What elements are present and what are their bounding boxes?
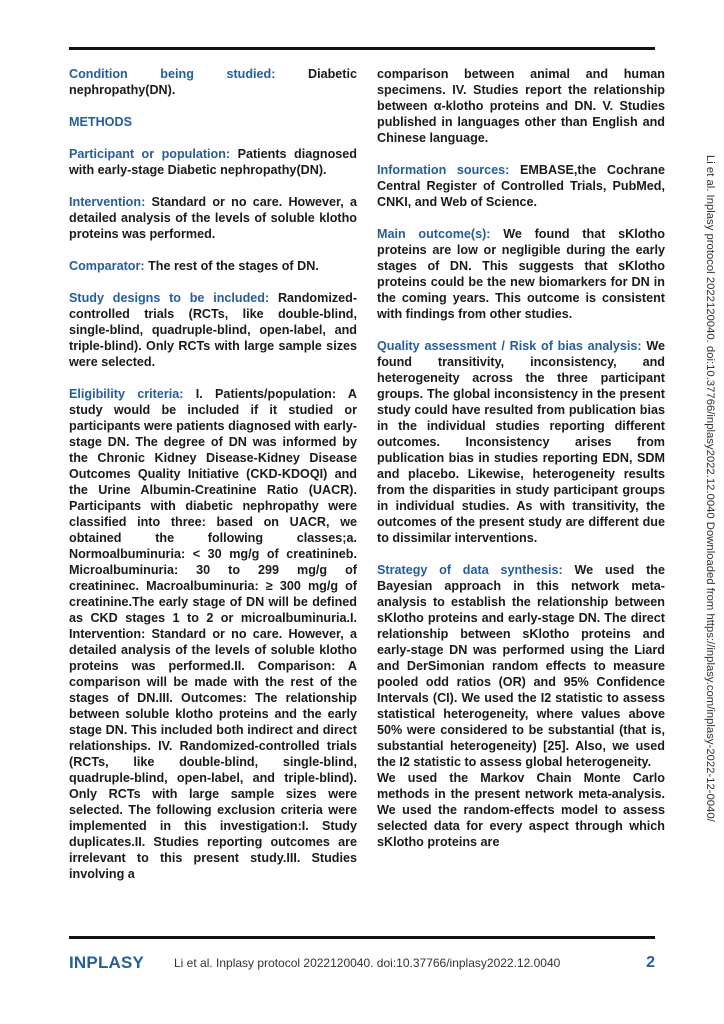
information-sources-text: EMBASE,the Cochrane Central Register of Controlled Trials, PubMed, CNKI, and Web of Science. (377, 163, 665, 209)
study-designs-label: Study designs to be included: (69, 291, 270, 305)
main-outcomes-label: Main outcome(s): (377, 227, 491, 241)
data-synthesis-continuation: We used the Markov Chain Monte Carlo methods in the present network meta-analysis. We used the random-effects model to assess selected data for every aspect through which sKlotho proteins are (377, 771, 665, 849)
footer-citation: Li et al. Inplasy protocol 2022120040. doi:10.37766/inplasy2022.12.0040 (174, 956, 561, 970)
eligibility-text: I. Patients/population: A study would be included if it studied or participants were patients diagnosed with early-stage DN. The degree of DN was informed by the Chronic Kidney Disease-Kidney Disease Outcomes Quality Initiative (CKD-KDOQI) and the Urine Albumin-Creatinine Ratio (UACR). Participants with diabetic nephropathy were classified into three: based on UACR, we obtained the following classes;a. Normoalbuminuria: < 30 mg/g of creatinineb. Microalbuminuria: 30 to 299 mg/g of creatininec. Macroalbuminuria: ≥ 300 mg/g of creatinine.The early stage of DN will be defined as CKD stages 1 to 2 or microalbuminuria.I. Intervention: Standard or no care. However, a detailed analysis of the levels of soluble klotho proteins was performed.II. Comparison: A comparison will be made with the rest of the stages of DN.III. Outcomes: The relationship between soluble klotho proteins and the early stage DN. This included both indirect and direct relationships. IV. Randomized-controlled trials (RCTs, like double-blind, single-blind, quadruple-blind, open-label, and triple-blind). Only RCTs with large sample sizes were selected. The following exclusion criteria were implemented in this investigation:I. Study duplicates.II. Studies reporting outcomes are irrelevant to this present study.III. Studies involving a (69, 387, 357, 881)
condition-section (69, 66, 357, 98)
intervention-text: Standard or no care. However, a detailed analysis of the levels of soluble klotho proteins was performed. (69, 195, 357, 241)
quality-assessment-label: Quality assessment / Risk of bias analysis: (377, 339, 642, 353)
intervention-label: Intervention: (69, 195, 146, 209)
condition-label: Condition being studied: (69, 67, 276, 81)
data-synthesis-text: We used the Bayesian approach in this network meta-analysis to establish the relationship between sKlotho proteins and early-stage DN. The direct relationship between sKlotho proteins and early-stage DN was performed using the Liard and DerSimonian random effects to measure pooled odd ratios (OR) and 95% Confidence Intervals (CI). We used the I2 statistic to assess statistical heterogeneity, where values above 50% were considered to be substantial (that is, substantial heterogeneity) [25]. Also, we used the I2 statistic to assess global heterogeneity. (377, 563, 665, 769)
comparator-section (69, 258, 357, 274)
comparator-text: The rest of the stages of DN. (144, 259, 319, 273)
study-designs-section (69, 290, 357, 370)
participants-text: Patients diagnosed with early-stage Diabetic nephropathy(DN). (69, 147, 357, 177)
quality-assessment-section (377, 338, 665, 546)
information-sources-label: Information sources: (377, 163, 510, 177)
eligibility-continued: comparison between animal and human specimens. IV. Studies report the relationship between α-klotho proteins and DN. V. Studies published in languages other than English and Chinese language. (377, 67, 665, 145)
methods-heading: METHODS (69, 115, 132, 129)
left-column (69, 66, 357, 882)
quality-assessment-text: We found transitivity, inconsistency, and heterogeneity across the three participant groups. The global inconsistency in the present study could have resulted from publication bias in the individual studies reporting different outcomes. Inconsistency arises from publication bias in studies reporting EDN, SDM and placebo. Likewise, heterogeneity results from the disparities in study participant groups in individual studies. As with transitivity, the outcomes of the present study are different due to dissimilar interventions. (377, 339, 666, 545)
inplasy-brand-logo: INPLASY (69, 953, 145, 972)
right-column (377, 66, 665, 850)
page-number: 2 (646, 954, 655, 971)
data-synthesis-section (377, 562, 665, 770)
side-margin-note (704, 155, 716, 855)
condition-text: Diabetic nephropathy(DN). (69, 67, 357, 97)
study-designs-text: Randomized-controlled trials (RCTs, like double-blind, single-blind, quadruple-blind, open-label, and triple-blind). Only RCTs with large sample sizes were selected. (69, 291, 358, 369)
main-outcomes-section (377, 226, 665, 322)
top-rule (69, 47, 655, 50)
participants-label: Participant or population: (69, 147, 231, 161)
information-sources-section (377, 162, 665, 210)
download-note: Li et al. Inplasy protocol 2022120040. doi:10.37766/inplasy2022.12.0040 Downloaded from https://inplasy.com/inplasy-2022-12-0040/ (704, 155, 716, 822)
comparator-label: Comparator: (69, 259, 145, 273)
intervention-section (69, 194, 357, 242)
eligibility-section (69, 386, 357, 882)
eligibility-label: Eligibility criteria: (69, 387, 184, 401)
main-outcomes-text: We found that sKlotho proteins are low or negligible during the early stages of DN. This suggests that sKlotho proteins could be the new biomarkers for DN in the coming years. This outcome is consistent with findings from other studies. (377, 227, 665, 321)
participants-section (69, 146, 357, 178)
data-synthesis-label: Strategy of data synthesis: (377, 563, 563, 577)
bottom-rule (69, 936, 655, 939)
page-footer (69, 953, 655, 977)
